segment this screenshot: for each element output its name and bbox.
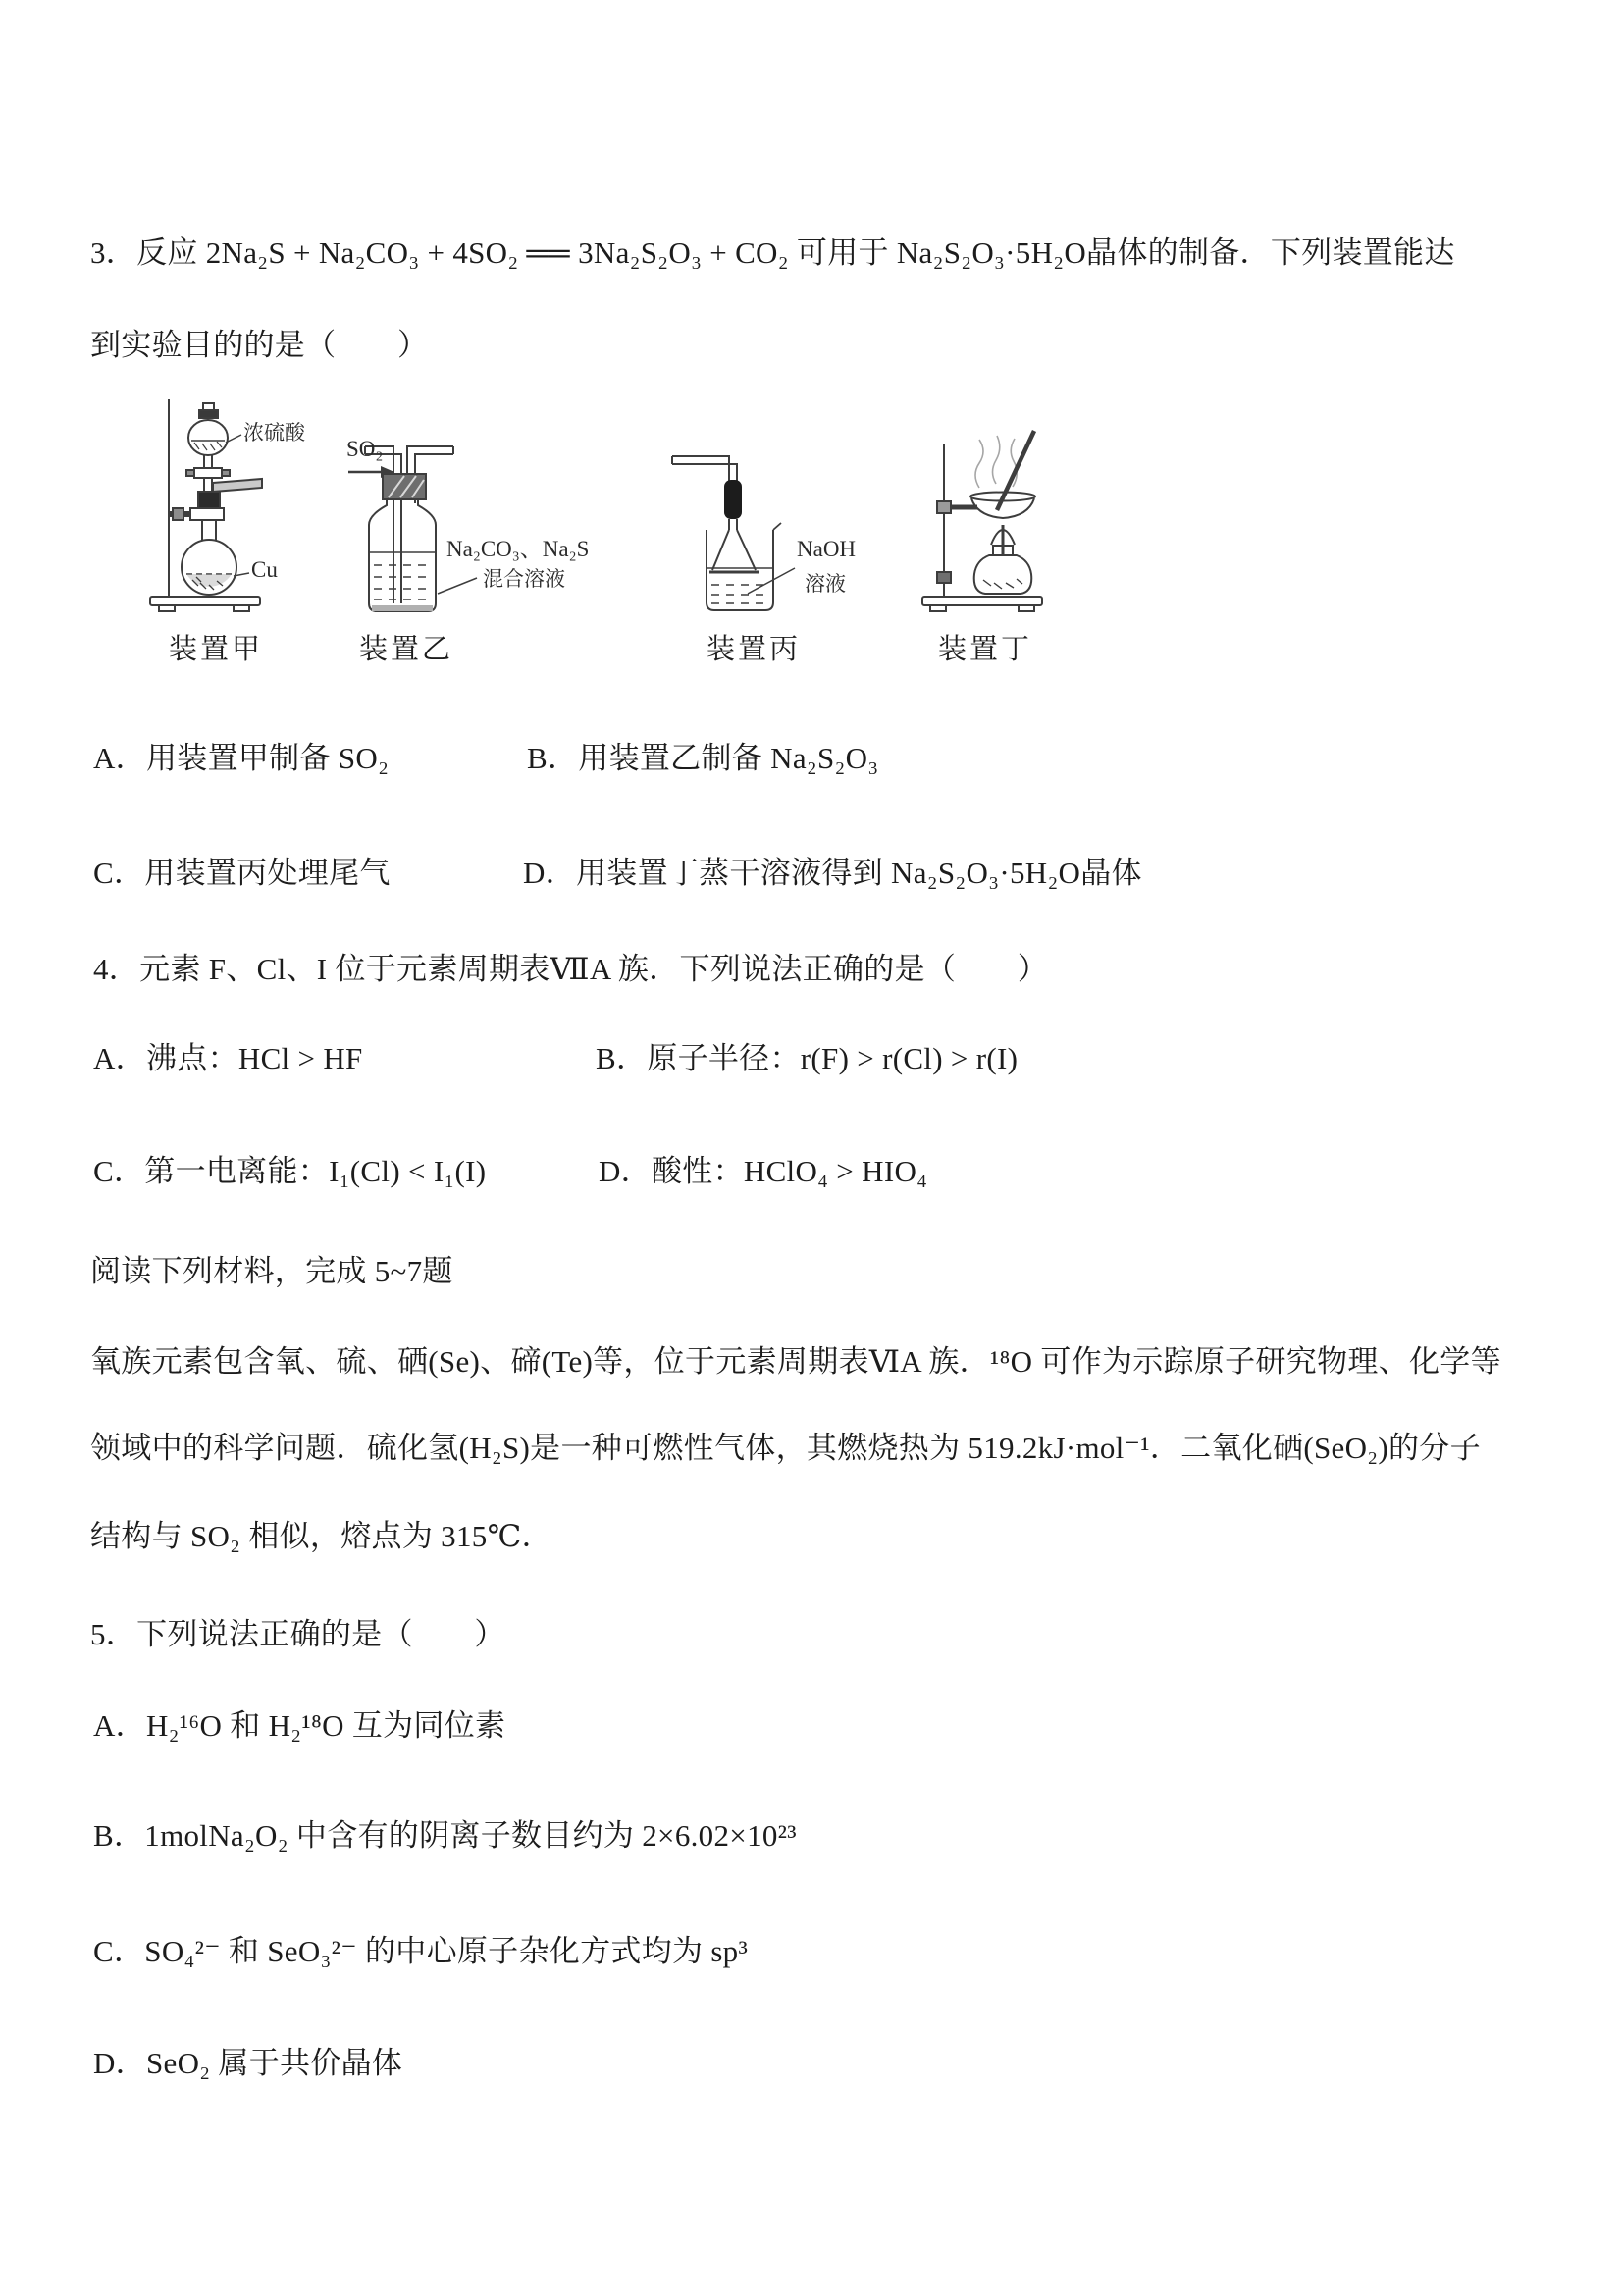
jia-copper-label: Cu — [251, 557, 278, 582]
apparatus-figure — [108, 386, 1089, 670]
apparatus-ding-diagram — [922, 431, 1042, 611]
yi-caption: 装置乙 — [359, 634, 454, 665]
bing-caption: 装置丙 — [707, 634, 802, 665]
q3-stem-line1: 3．反应 2Na₂S + Na₂CO₃ + 4SO₂ ══ 3Na₂S₂O₃ + CO₂ 可用于 Na₂S₂O₃·5H₂O晶体的制备．下列装置能达 — [90, 235, 1455, 270]
q5-option-c: C．SO₄²⁻ 和 SeO₃²⁻ 的中心原子杂化方式均为 sp³ — [93, 1934, 749, 1968]
q3-stem-line2: 到实验目的的是（ ） — [90, 328, 429, 362]
q4-option-d: D．酸性：HClO₄ > HIO₄ — [599, 1154, 928, 1188]
yi-solution-label-1: Na₂CO₃、Na₂S — [446, 537, 590, 561]
reading-line-3: 结构与 SO₂ 相似，熔点为 315℃． — [90, 1519, 552, 1553]
q5-stem: 5．下列说法正确的是（ ） — [90, 1617, 505, 1651]
reading-line-1: 氧族元素包含氧、硫、硒(Se)、碲(Te)等，位于元素周期表ⅥA 族．¹⁸O 可作为示踪原子研究物理、化学等 — [90, 1344, 1501, 1379]
yi-so2-label: SO₂ — [346, 437, 384, 461]
reading-line-2: 领域中的科学问题．硫化氢(H₂S)是一种可燃性气体，其燃烧热为 519.2kJ·mol⁻¹．二氧化硒(SeO₂)的分子 — [90, 1431, 1481, 1465]
yi-solution-label-2: 混合溶液 — [483, 567, 565, 591]
q3-option-b: B．用装置乙制备 Na₂S₂O₃ — [527, 741, 879, 775]
q4-option-b: B．原子半径：r(F) > r(Cl) > r(I) — [596, 1041, 1019, 1075]
q3-option-d: D．用装置丁蒸干溶液得到 Na₂S₂O₃·5H₂O晶体 — [523, 856, 1142, 890]
q4-option-a: A．沸点：HCl > HF — [93, 1041, 363, 1075]
bing-solution-label: 溶液 — [805, 572, 846, 596]
q4-stem: 4．元素 F、Cl、I 位于元素周期表ⅦA 族．下列说法正确的是（ ） — [93, 952, 1049, 986]
apparatus-bing-diagram — [672, 456, 795, 610]
jia-caption: 装置甲 — [169, 634, 264, 665]
jia-acid-label: 浓硫酸 — [243, 421, 305, 444]
q4-option-c: C．第一电离能：I₁(Cl) < I₁(I) — [93, 1154, 487, 1188]
q5-option-d: D．SeO₂ 属于共价晶体 — [93, 2046, 403, 2080]
q5-option-b: B．1molNa₂O₂ 中含有的阴离子数目约为 2×6.02×10²³ — [93, 1818, 797, 1852]
q3-option-c: C．用装置丙处理尾气 — [93, 856, 391, 890]
bing-naoh-label: NaOH — [797, 537, 857, 561]
q5-option-a: A．H₂¹⁶O 和 H₂¹⁸O 互为同位素 — [93, 1708, 506, 1743]
reading-intro: 阅读下列材料，完成 5~7题 — [90, 1254, 453, 1288]
q3-option-a: A．用装置甲制备 SO₂ — [93, 741, 390, 775]
apparatus-yi-diagram — [348, 446, 477, 611]
ding-caption: 装置丁 — [938, 634, 1033, 665]
